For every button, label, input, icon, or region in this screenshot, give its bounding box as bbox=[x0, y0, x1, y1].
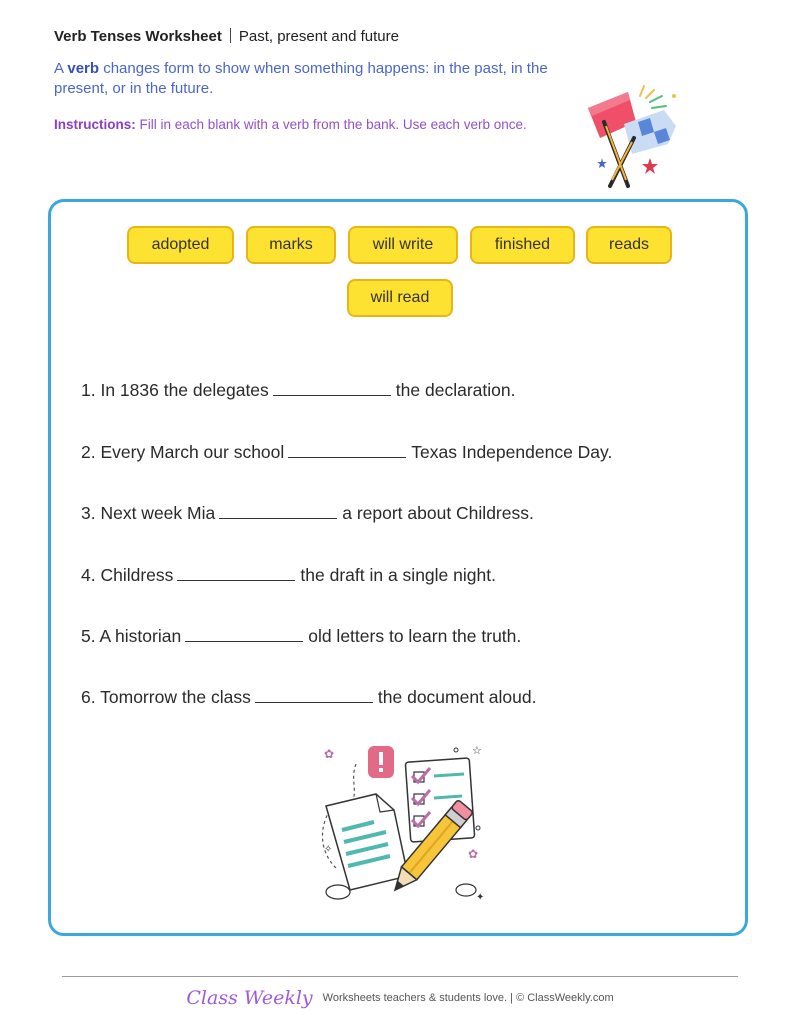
instructions-text: Fill in each blank with a verb from the bank. Use each verb once. bbox=[139, 117, 527, 132]
answer-blank[interactable] bbox=[273, 381, 391, 396]
word-chip[interactable]: reads bbox=[586, 226, 672, 264]
instructions-label: Instructions: bbox=[54, 117, 136, 132]
intro-paragraph bbox=[54, 59, 554, 99]
answer-blank[interactable] bbox=[219, 504, 337, 519]
svg-text:✦: ✦ bbox=[476, 892, 485, 903]
word-chip[interactable]: marks bbox=[246, 226, 336, 264]
page-title: Verb Tenses Worksheet bbox=[54, 28, 222, 45]
flags-icon bbox=[580, 82, 690, 192]
question-text: old letters to learn the truth. bbox=[308, 626, 522, 646]
question-text: Texas Independence Day. bbox=[411, 442, 613, 462]
question-text: 6. Tomorrow the class bbox=[81, 687, 251, 707]
answer-blank[interactable] bbox=[255, 688, 373, 703]
question-text: the declaration. bbox=[395, 380, 516, 400]
word-chip[interactable]: will write bbox=[348, 226, 458, 264]
title-divider bbox=[230, 28, 231, 43]
question-2 bbox=[81, 442, 612, 463]
brand-logo[interactable]: Class Weekly bbox=[186, 987, 313, 1009]
question-3 bbox=[81, 503, 534, 524]
intro-prefix: A bbox=[54, 60, 64, 77]
intro-text: changes form to show when something happens: in the past, in the present, or in the future. bbox=[54, 60, 548, 97]
word-chip[interactable]: finished bbox=[470, 226, 575, 264]
answer-blank[interactable] bbox=[288, 443, 406, 458]
word-chip[interactable]: will read bbox=[347, 279, 453, 317]
answer-blank[interactable] bbox=[177, 566, 295, 581]
question-text: 3. Next week Mia bbox=[81, 503, 216, 523]
svg-text:✧: ✧ bbox=[324, 844, 333, 855]
question-text: 5. A historian bbox=[81, 626, 182, 646]
worksheet-header bbox=[54, 28, 399, 45]
footer-tagline: Worksheets teachers & students love. | © ClassWeekly.com bbox=[322, 992, 614, 1004]
question-1 bbox=[81, 380, 515, 401]
page-subtitle: Past, present and future bbox=[238, 28, 399, 45]
question-text: a report about Childress. bbox=[342, 503, 534, 523]
question-text: the draft in a single night. bbox=[300, 565, 496, 585]
question-5 bbox=[81, 626, 521, 647]
clipboard-checklist-icon bbox=[316, 740, 488, 912]
question-text: 2. Every March our school bbox=[81, 442, 285, 462]
svg-text:☆: ☆ bbox=[472, 744, 482, 757]
intro-keyword: verb bbox=[67, 60, 100, 77]
footer bbox=[0, 987, 800, 1009]
word-chip[interactable]: adopted bbox=[127, 226, 234, 264]
question-6 bbox=[81, 687, 536, 708]
question-text: the document aloud. bbox=[377, 687, 537, 707]
instructions bbox=[54, 114, 534, 135]
footer-divider bbox=[62, 976, 738, 977]
question-text: 1. In 1836 the delegates bbox=[81, 380, 269, 400]
svg-text:✿: ✿ bbox=[468, 847, 479, 861]
answer-blank[interactable] bbox=[185, 627, 303, 642]
question-text: 4. Childress bbox=[81, 565, 174, 585]
svg-text:✿: ✿ bbox=[324, 747, 335, 761]
question-4 bbox=[81, 565, 496, 586]
